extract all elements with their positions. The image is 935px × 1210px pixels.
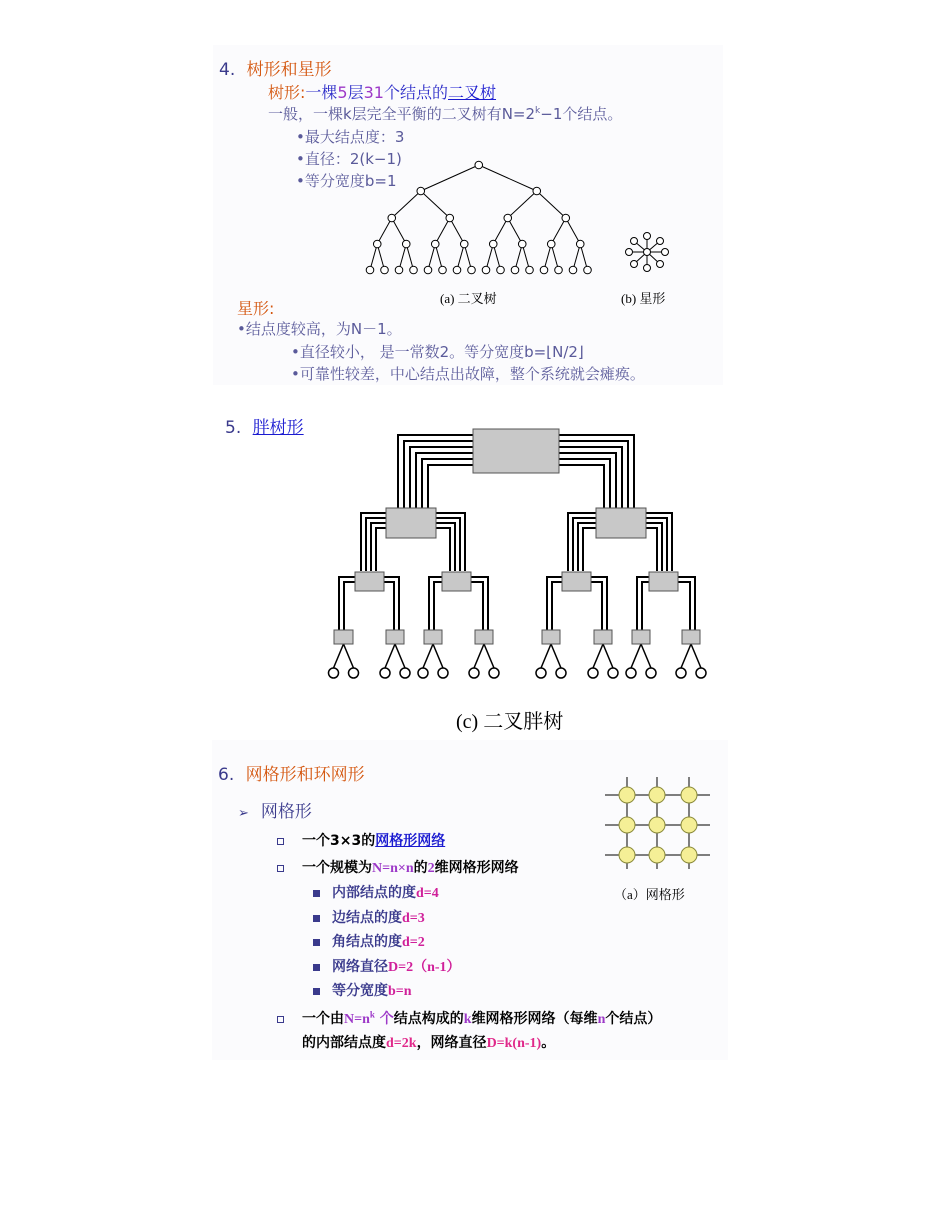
fat-tree-leaf-edge bbox=[691, 644, 701, 668]
fat-tree-wire bbox=[578, 523, 596, 571]
mesh-s5-v: b=n bbox=[388, 984, 412, 999]
mesh-sub-heading bbox=[238, 797, 312, 822]
mesh-sub-4 bbox=[313, 956, 461, 976]
fat-tree-leaf-edge bbox=[603, 644, 613, 668]
caption-star: (b) 星形 bbox=[621, 291, 666, 306]
tree-desc-line bbox=[268, 80, 496, 103]
tree-node bbox=[410, 266, 418, 274]
fat-tree-switch bbox=[596, 508, 646, 538]
mesh-node bbox=[681, 787, 697, 803]
mesh-b3-b: 结点构成的 bbox=[393, 1011, 464, 1027]
fat-tree-switch bbox=[475, 630, 493, 644]
mesh-s4-a: 网络直径 bbox=[332, 959, 388, 975]
tree-node bbox=[562, 214, 570, 222]
tree-node bbox=[511, 266, 519, 274]
fat-tree-switch bbox=[442, 572, 471, 591]
fat-tree-switch bbox=[594, 630, 612, 644]
tree-bullet-3: •等分宽度b=1 bbox=[296, 172, 397, 190]
mesh-b3-d: 个结点） bbox=[605, 1011, 662, 1027]
tree-node bbox=[526, 266, 534, 274]
general-line bbox=[268, 103, 622, 124]
star-diagram bbox=[620, 230, 674, 276]
fat-tree-switch bbox=[355, 572, 384, 591]
tree-node bbox=[453, 266, 461, 274]
tree-edge bbox=[421, 191, 450, 218]
square-bullet-icon bbox=[313, 939, 320, 946]
tree-bullet-1: •最大结点度：3 bbox=[296, 128, 405, 146]
mesh-b3-k: k bbox=[463, 1012, 472, 1027]
fat-tree-switch bbox=[682, 630, 700, 644]
fat-tree-wire bbox=[471, 582, 483, 630]
tree-node bbox=[402, 240, 410, 248]
fat-tree-leaf-edge bbox=[423, 644, 433, 668]
tree-edge bbox=[479, 165, 537, 191]
s6-heading-num: 6. bbox=[218, 765, 235, 785]
tree-edge bbox=[435, 218, 450, 244]
hollow-square-icon bbox=[277, 838, 284, 845]
mesh-node bbox=[681, 817, 697, 833]
mesh-b3-c: 维网格形网络（每维 bbox=[471, 1011, 598, 1027]
mesh-b3-n: n bbox=[597, 1012, 606, 1027]
tree-edge bbox=[392, 218, 407, 244]
fat-tree-wire bbox=[436, 523, 455, 571]
star-label: 星形: bbox=[237, 299, 275, 318]
star-bullet-1: •结点度较高，为N－1。 bbox=[237, 320, 402, 338]
mesh-s2-a: 边结点的度 bbox=[332, 910, 402, 926]
fat-tree-leaf-edge bbox=[385, 644, 395, 668]
mesh-b3-a: 一个由 bbox=[302, 1011, 344, 1027]
mesh-b3-l2-c: 。 bbox=[541, 1035, 556, 1051]
fat-tree-wire bbox=[339, 577, 355, 630]
tree-edge bbox=[450, 218, 465, 244]
mesh-s4-v: D=2（n-1） bbox=[388, 960, 461, 975]
fat-tree-wire bbox=[591, 582, 602, 630]
tree-node bbox=[518, 240, 526, 248]
s4-heading-num: 4. bbox=[219, 60, 236, 80]
tree-edge bbox=[551, 218, 566, 244]
tree-node bbox=[381, 266, 389, 274]
tree-node bbox=[489, 240, 497, 248]
fat-tree-caption: (c) 二叉胖树 bbox=[456, 711, 564, 733]
tree-node bbox=[388, 214, 396, 222]
tree-node bbox=[547, 240, 555, 248]
fat-tree-wire bbox=[573, 518, 596, 571]
square-bullet-icon bbox=[313, 890, 320, 897]
fat-tree-leaf bbox=[556, 668, 566, 678]
mesh-sub-1 bbox=[313, 882, 439, 902]
s5-heading-num: 5. bbox=[225, 418, 242, 438]
tree-node bbox=[468, 266, 476, 274]
fat-tree-wire bbox=[678, 577, 695, 630]
fat-tree-wire bbox=[547, 577, 562, 630]
s6-heading bbox=[218, 760, 365, 785]
mesh-s3-v: d=2 bbox=[402, 935, 425, 950]
tree-node bbox=[497, 266, 505, 274]
fat-tree-switch bbox=[334, 630, 353, 644]
tree-edge bbox=[508, 218, 523, 244]
square-bullet-icon bbox=[313, 915, 320, 922]
tree-edge bbox=[392, 191, 421, 218]
fat-tree-leaf-edge bbox=[593, 644, 603, 668]
tree-desc-c: 个结点的 bbox=[383, 83, 448, 102]
fat-tree-leaf bbox=[696, 668, 706, 678]
mesh-diagram bbox=[600, 775, 715, 870]
fat-tree-leaf-edge bbox=[433, 644, 443, 668]
fat-tree-leaf bbox=[588, 668, 598, 678]
fat-tree-leaf bbox=[489, 668, 499, 678]
general-sup: k bbox=[535, 106, 541, 116]
tree-node bbox=[482, 266, 490, 274]
fat-tree-leaf bbox=[646, 668, 656, 678]
mesh-b2-2: 2 bbox=[427, 861, 435, 876]
mesh-b3-ge: 个 bbox=[374, 1011, 394, 1027]
fat-tree-link[interactable]: 胖树形 bbox=[252, 418, 304, 438]
fat-tree-wire bbox=[416, 453, 475, 510]
mesh-b2-c: 维网格形网络 bbox=[434, 860, 519, 876]
mesh-s1-a: 内部结点的度 bbox=[332, 885, 416, 901]
mesh-bullet-3 bbox=[277, 1008, 661, 1028]
fat-tree-wire bbox=[384, 577, 399, 630]
mesh-b2-b: 的 bbox=[413, 860, 428, 876]
fat-tree-wire bbox=[557, 459, 610, 510]
fat-tree-wire bbox=[642, 582, 649, 630]
binary-tree-link[interactable]: 二叉树 bbox=[448, 83, 497, 102]
fat-tree-leaf bbox=[329, 668, 339, 678]
mesh-b3-l2-v: d=2k bbox=[386, 1036, 417, 1051]
fat-tree-wire bbox=[557, 453, 616, 510]
tree-node bbox=[504, 214, 512, 222]
fat-tree-leaf-edge bbox=[334, 644, 344, 668]
fat-tree-wire bbox=[552, 582, 562, 630]
mesh-b3-l2-b: ，网络直径 bbox=[416, 1035, 487, 1051]
hollow-square-icon bbox=[277, 1016, 284, 1023]
fat-tree-leaf bbox=[438, 668, 448, 678]
fat-tree-leaf bbox=[400, 668, 410, 678]
tree-node bbox=[431, 240, 439, 248]
mesh-bullet-1 bbox=[277, 830, 445, 850]
fat-tree-switch bbox=[542, 630, 560, 644]
mesh-b2-m: N=n×n bbox=[372, 861, 414, 876]
mesh-node bbox=[649, 817, 665, 833]
tree-edge bbox=[508, 191, 537, 218]
fat-tree-switch bbox=[386, 508, 436, 538]
mesh-b3-sup: k bbox=[369, 1009, 375, 1020]
tree-node bbox=[446, 214, 454, 222]
tree-node bbox=[533, 187, 541, 195]
fat-tree-switch bbox=[632, 630, 650, 644]
tree-node bbox=[584, 266, 592, 274]
tree-node bbox=[395, 266, 403, 274]
fat-tree-leaf bbox=[536, 668, 546, 678]
fat-tree-leaf-edge bbox=[641, 644, 651, 668]
mesh-b3-N: N=n bbox=[344, 1012, 370, 1027]
square-bullet-icon bbox=[313, 988, 320, 995]
tree-node bbox=[540, 266, 548, 274]
tree-node bbox=[424, 266, 432, 274]
general-b: −1个结点。 bbox=[540, 105, 623, 123]
fat-tree-leaf-edge bbox=[551, 644, 561, 668]
mesh-b3-l2-D: D=k(n-1) bbox=[486, 1036, 542, 1051]
mesh-node bbox=[649, 787, 665, 803]
mesh-sub-2 bbox=[313, 907, 425, 927]
fat-tree-leaf-edge bbox=[541, 644, 551, 668]
fat-tree-switch bbox=[649, 572, 678, 591]
fat-tree-wire bbox=[646, 523, 662, 571]
tree-edge bbox=[537, 191, 566, 218]
mesh-network-link[interactable]: 网格形网络 bbox=[375, 833, 446, 849]
fat-tree-wire bbox=[646, 513, 672, 571]
fat-tree-leaf bbox=[626, 668, 636, 678]
fat-tree-wire bbox=[404, 441, 475, 510]
tree-node bbox=[366, 266, 374, 274]
tree-edge bbox=[377, 218, 392, 244]
fat-tree-wire bbox=[583, 528, 596, 571]
fat-tree-leaf bbox=[469, 668, 479, 678]
mesh-b1-a: 一个3×3的 bbox=[302, 833, 376, 849]
mesh-bullet-3-line2 bbox=[302, 1032, 555, 1052]
fat-tree-leaf bbox=[676, 668, 686, 678]
mesh-node bbox=[619, 787, 635, 803]
mesh-bullet-2 bbox=[277, 857, 519, 877]
fat-tree-leaf bbox=[418, 668, 428, 678]
fat-tree-wire bbox=[678, 582, 690, 630]
caption-binary-tree: (a) 二叉树 bbox=[440, 291, 497, 306]
fat-tree-leaf-edge bbox=[681, 644, 691, 668]
s4-heading-text: 树形和星形 bbox=[246, 60, 332, 80]
fat-tree-wire bbox=[428, 465, 475, 510]
tree-edge bbox=[493, 218, 508, 244]
tree-desc-31: 31 bbox=[363, 83, 384, 102]
mesh-sub-text: 网格形 bbox=[260, 802, 312, 822]
mesh-node bbox=[649, 847, 665, 863]
fat-tree-wire bbox=[557, 447, 622, 510]
tree-bullet-2: •直径：2(k−1) bbox=[296, 150, 402, 168]
fat-tree-diagram bbox=[320, 425, 720, 690]
mesh-node bbox=[681, 847, 697, 863]
fat-tree-wire bbox=[436, 518, 460, 571]
fat-tree-wire bbox=[344, 582, 355, 630]
fat-tree-wire bbox=[471, 577, 488, 630]
tree-node bbox=[460, 240, 468, 248]
fat-tree-wire bbox=[422, 459, 475, 510]
tree-label: 树形: bbox=[268, 83, 306, 102]
binary-tree-diagram bbox=[360, 155, 600, 280]
fat-tree-wire bbox=[557, 465, 604, 510]
fat-tree-leaf-edge bbox=[631, 644, 641, 668]
mesh-node bbox=[619, 847, 635, 863]
mesh-sub-5 bbox=[313, 980, 412, 1000]
fat-tree-leaf bbox=[380, 668, 390, 678]
general-a: 一般，一棵k层完全平衡的二叉树有N=2 bbox=[268, 105, 536, 123]
star-bullet-3: •可靠性较差，中心结点出故障，整个系统就会瘫痪。 bbox=[291, 365, 645, 383]
tree-desc-a: 一棵 bbox=[305, 83, 338, 102]
fat-tree-switch bbox=[562, 572, 591, 591]
tree-node bbox=[373, 240, 381, 248]
fat-tree-switch bbox=[473, 429, 559, 473]
mesh-node bbox=[619, 817, 635, 833]
tree-node bbox=[576, 240, 584, 248]
fat-tree-switch bbox=[424, 630, 442, 644]
fat-tree-wire bbox=[429, 577, 442, 630]
mesh-sub-3 bbox=[313, 931, 425, 951]
fat-tree-wire bbox=[361, 513, 386, 571]
s5-heading bbox=[225, 413, 304, 438]
tree-node bbox=[417, 187, 425, 195]
mesh-caption: （a）网格形 bbox=[614, 887, 685, 902]
fat-tree-wire bbox=[557, 441, 628, 510]
square-bullet-icon bbox=[313, 964, 320, 971]
mesh-b2-a: 一个规模为 bbox=[302, 860, 372, 876]
tree-node bbox=[439, 266, 447, 274]
mesh-s5-a: 等分宽度 bbox=[332, 983, 388, 999]
fat-tree-leaf bbox=[349, 668, 359, 678]
star-bullet-2: •直径较小， 是一常数2。等分宽度b=⌊N/2⌋ bbox=[291, 343, 584, 361]
fat-tree-switch bbox=[386, 630, 404, 644]
mesh-s3-a: 角结点的度 bbox=[332, 934, 402, 950]
fat-tree-leaf-edge bbox=[344, 644, 354, 668]
mesh-b3-l2-a: 的内部结点度 bbox=[302, 1035, 386, 1051]
hollow-square-icon bbox=[277, 865, 284, 872]
tree-node bbox=[555, 266, 563, 274]
fat-tree-wire bbox=[410, 447, 475, 510]
tree-desc-5: 5 bbox=[337, 83, 348, 102]
mesh-s2-v: d=3 bbox=[402, 911, 425, 926]
fat-tree-leaf-edge bbox=[474, 644, 484, 668]
fat-tree-leaf bbox=[608, 668, 618, 678]
fat-tree-wire bbox=[434, 582, 442, 630]
tree-edge bbox=[566, 218, 581, 244]
sub-marker-icon: ➢ bbox=[238, 806, 249, 821]
tree-edge bbox=[421, 165, 479, 191]
fat-tree-leaf-edge bbox=[484, 644, 494, 668]
tree-desc-b: 层 bbox=[347, 83, 364, 102]
tree-node bbox=[569, 266, 577, 274]
mesh-s1-v: d=4 bbox=[416, 886, 439, 901]
s4-heading bbox=[219, 55, 332, 80]
fat-tree-leaf-edge bbox=[395, 644, 405, 668]
fat-tree-wire bbox=[591, 577, 607, 630]
tree-node bbox=[475, 161, 483, 169]
s6-heading-text: 网格形和环网形 bbox=[245, 765, 365, 785]
fat-tree-wire bbox=[371, 523, 386, 571]
fat-tree-wire bbox=[384, 582, 394, 630]
fat-tree-wire bbox=[436, 528, 450, 571]
fat-tree-wire bbox=[646, 528, 657, 571]
fat-tree-wire bbox=[376, 528, 386, 571]
